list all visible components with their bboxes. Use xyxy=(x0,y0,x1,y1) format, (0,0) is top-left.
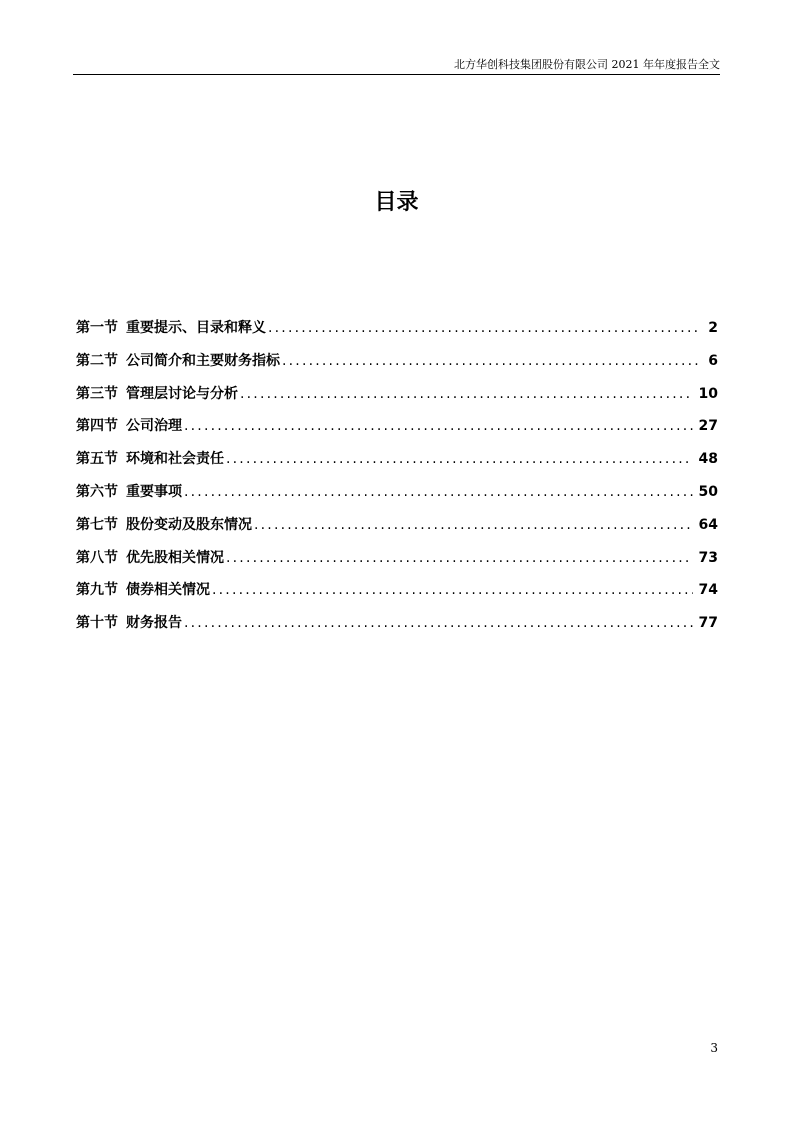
toc-entry[interactable] xyxy=(76,412,718,445)
page-number: 3 xyxy=(710,1041,718,1055)
toc-dot-leader xyxy=(226,544,693,572)
toc-section-title: 重要事项 xyxy=(126,483,182,500)
toc-dot-leader xyxy=(212,576,693,604)
toc-dot-leader xyxy=(254,511,693,539)
toc-section-number: 第三节 xyxy=(76,385,118,402)
toc-page-number: 64 xyxy=(698,516,718,533)
toc-section-title: 财务报告 xyxy=(126,615,182,632)
toc-entry[interactable] xyxy=(76,576,718,609)
toc-dot-leader xyxy=(184,412,693,440)
toc-dot-leader xyxy=(184,478,693,506)
toc-section-title: 债券相关情况 xyxy=(126,582,210,599)
toc-page-number: 48 xyxy=(698,451,718,468)
toc-section-title: 环境和社会责任 xyxy=(126,451,224,468)
toc-entry[interactable] xyxy=(76,380,718,413)
toc-dot-leader xyxy=(226,445,693,473)
toc-entry[interactable] xyxy=(76,544,718,577)
toc-dot-leader xyxy=(268,314,700,342)
toc-section-number: 第二节 xyxy=(76,352,118,369)
page-title: 目录 xyxy=(374,190,419,215)
toc-dot-leader xyxy=(184,609,693,637)
toc-section-title: 股份变动及股东情况 xyxy=(126,516,252,533)
header-divider xyxy=(73,74,720,75)
toc-page-number: 77 xyxy=(698,615,718,632)
toc-dot-leader xyxy=(282,347,700,375)
toc-section-number: 第一节 xyxy=(76,320,118,336)
toc-entry[interactable] xyxy=(76,445,718,478)
toc-section-title: 公司简介和主要财务指标 xyxy=(126,352,280,369)
table-of-contents xyxy=(76,314,718,642)
toc-section-number: 第八节 xyxy=(76,549,118,566)
toc-page-number: 73 xyxy=(698,549,718,566)
toc-entry[interactable] xyxy=(76,511,718,544)
page-header: 北方华创科技集团股份有限公司 2021 年年度报告全文 xyxy=(454,58,720,71)
toc-entry[interactable] xyxy=(76,478,718,511)
toc-section-number: 第十节 xyxy=(76,615,118,632)
toc-section-number: 第六节 xyxy=(76,483,118,500)
toc-entry[interactable] xyxy=(76,314,718,347)
toc-section-number: 第七节 xyxy=(76,516,118,533)
toc-entry[interactable] xyxy=(76,609,718,642)
toc-dot-leader xyxy=(240,380,693,408)
toc-section-number: 第五节 xyxy=(76,451,118,468)
toc-page-number: 10 xyxy=(698,385,718,402)
toc-section-title: 重要提示、目录和释义 xyxy=(126,320,266,336)
toc-page-number: 2 xyxy=(708,320,718,336)
toc-section-title: 公司治理 xyxy=(126,418,182,435)
toc-section-title: 管理层讨论与分析 xyxy=(126,385,238,402)
toc-page-number: 6 xyxy=(708,352,718,369)
toc-page-number: 50 xyxy=(698,483,718,500)
toc-page-number: 27 xyxy=(698,418,718,435)
toc-section-number: 第九节 xyxy=(76,582,118,599)
toc-entry[interactable] xyxy=(76,347,718,380)
toc-section-number: 第四节 xyxy=(76,418,118,435)
toc-page-number: 74 xyxy=(698,582,718,599)
toc-section-title: 优先股相关情况 xyxy=(126,549,224,566)
